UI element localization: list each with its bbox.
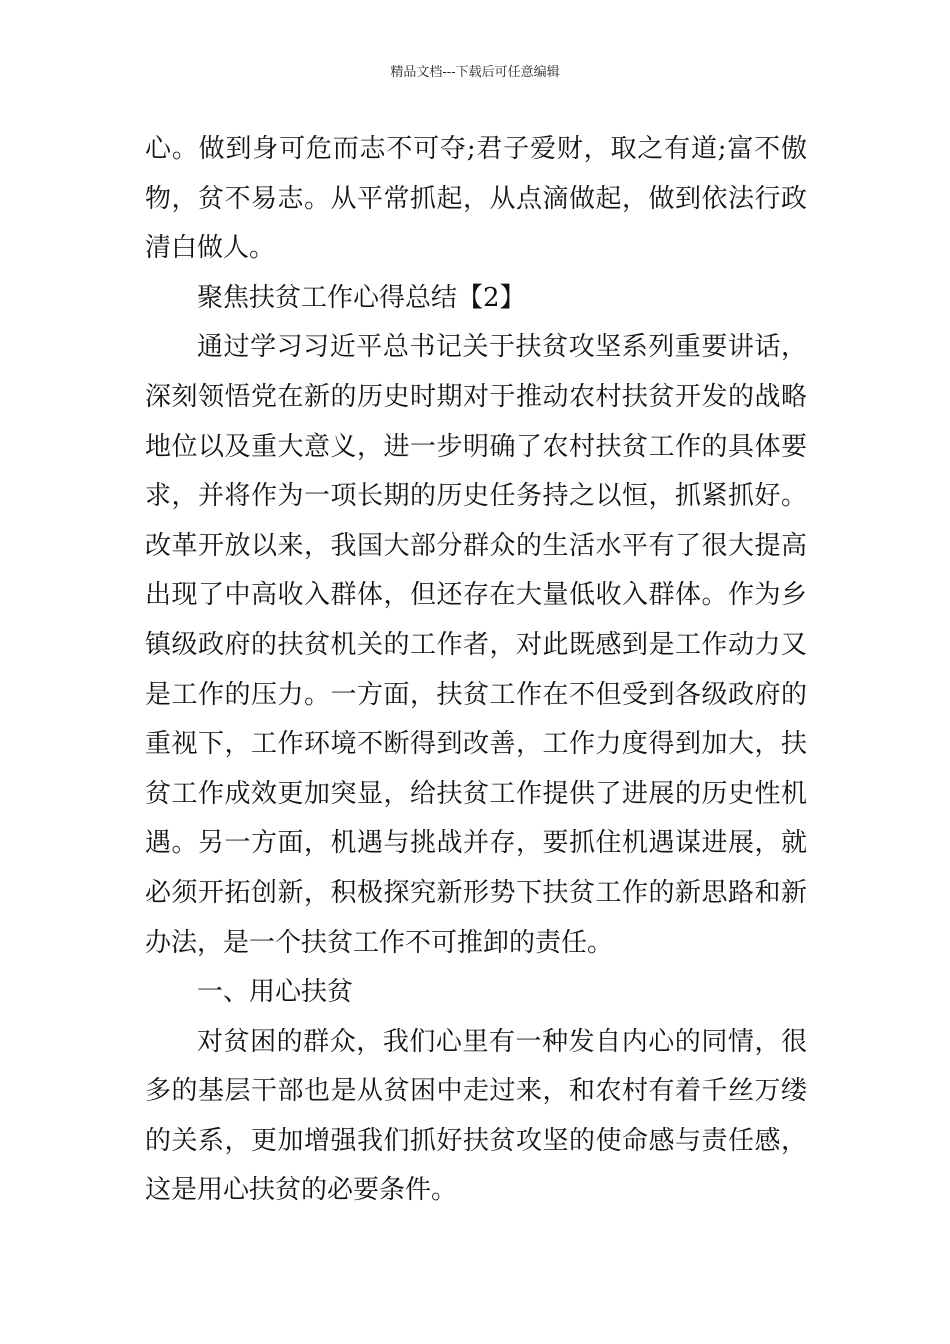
heading-line: 聚焦扶贫工作心得总结【2】 (197, 282, 526, 313)
paragraph-continued (145, 125, 807, 274)
text-line: 遇。另一方面，机遇与挑战并存，要抓住机遇谋进展，就 (145, 828, 807, 859)
text-line: 对贫困的群众，我们心里有一种发自内心的同情，很 (197, 1026, 807, 1057)
text-line: 求，并将作为一项长期的历史任务持之以恒，抓紧抓好。 (145, 481, 807, 512)
text-line: 物，贫不易志。从平常抓起，从点滴做起，做到依法行政 (145, 183, 807, 214)
text-line: 是工作的压力。一方面，扶贫工作在不但受到各级政府的 (145, 679, 807, 710)
page-header: 精品文档---下载后可任意编辑 (390, 65, 560, 80)
document-body (145, 125, 807, 1216)
heading-line: 一、用心扶贫 (197, 977, 354, 1008)
text-line: 镇级政府的扶贫机关的工作者，对此既感到是工作动力又 (145, 629, 807, 660)
section-title (145, 274, 807, 324)
paragraph (145, 1018, 807, 1216)
text-line: 多的基层干部也是从贫困中走过来，和农村有着千丝万缕 (145, 1076, 807, 1107)
subsection-title (145, 968, 807, 1018)
text-line: 心。做到身可危而志不可夺;君子爱财，取之有道;富不傲 (145, 134, 807, 164)
text-line: 清白做人。 (145, 233, 276, 264)
text-line: 的关系，更加增强我们抓好扶贫攻坚的使命感与责任感， (145, 1125, 807, 1156)
text-line: 办法，是一个扶贫工作不可推卸的责任。 (145, 927, 614, 958)
text-line: 出现了中高收入群体，但还存在大量低收入群体。作为乡 (145, 580, 807, 611)
text-line: 深刻领悟党在新的历史时期对于推动农村扶贫开发的战略 (145, 381, 807, 412)
text-line: 通过学习习近平总书记关于扶贫攻坚系列重要讲话， (197, 332, 807, 363)
text-line: 贫工作成效更加突显，给扶贫工作提供了进展的历史性机 (145, 778, 807, 809)
text-line: 这是用心扶贫的必要条件。 (145, 1175, 458, 1206)
text-line: 改革开放以来，我国大部分群众的生活水平有了很大提高 (145, 530, 807, 561)
paragraph (145, 323, 807, 968)
text-line: 重视下，工作环境不断得到改善，工作力度得到加大，扶 (145, 729, 807, 760)
text-line: 地位以及重大意义，进一步明确了农村扶贫工作的具体要 (145, 431, 807, 462)
text-line: 必须开拓创新，积极探究新形势下扶贫工作的新思路和新 (145, 877, 807, 908)
